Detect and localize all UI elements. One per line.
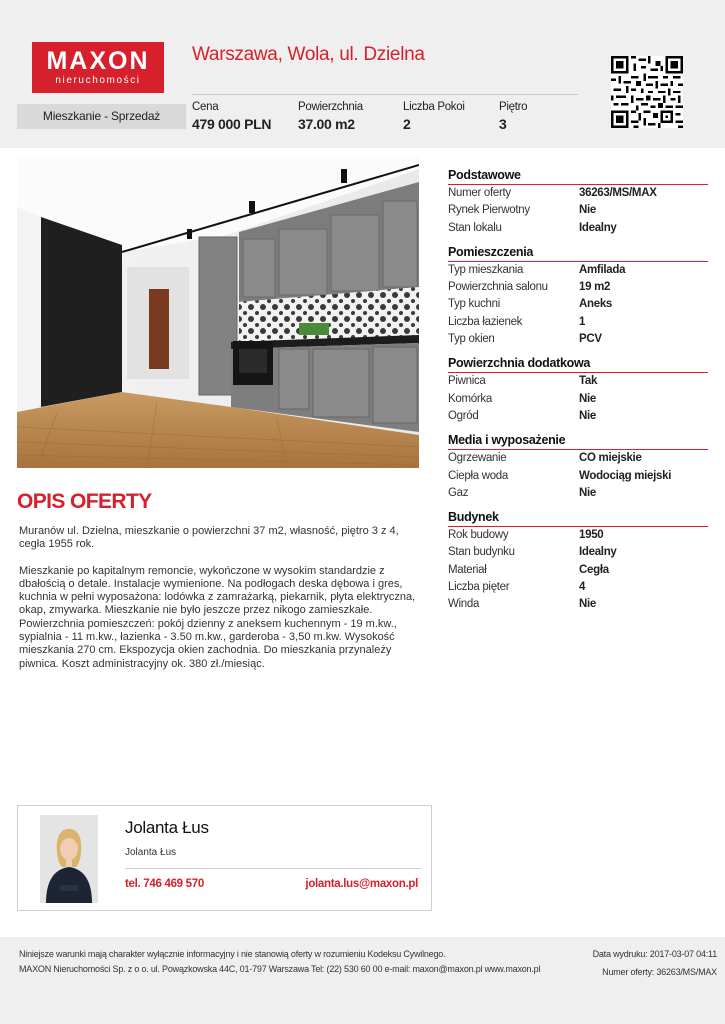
detail-key: Typ okien [448,333,495,346]
detail-key: Powierzchnia salonu [448,281,548,294]
divider [125,868,421,869]
detail-row [448,202,708,219]
spec-label: Liczba Pokoi [403,101,465,113]
maxon-logo[interactable] [32,42,164,93]
detail-key: Ogrzewanie [448,452,507,465]
detail-row [448,391,708,408]
detail-key: Winda [448,598,480,611]
listing-title: Warszawa, Wola, ul. Dzielna [192,44,425,65]
spec-value: 479 000 PLN [192,116,272,132]
agent-subtitle: Jolanta Łus [125,847,177,858]
detail-key: Rok budowy [448,529,509,542]
section-rooms [448,245,708,348]
section-basic [448,168,708,237]
detail-value: Idealny [579,221,617,234]
detail-key: Typ mieszkania [448,263,524,276]
detail-key: Ciepła woda [448,469,508,482]
detail-value: Amfilada [579,263,626,276]
offer-type-badge: Mieszkanie - Sprzedaż [17,104,186,129]
detail-value: Nie [579,598,596,611]
detail-value: 36263/MS/MAX [579,187,657,199]
description-paragraph: Mieszkanie po kapitalnym remoncie, wykończone w wysokim standardzie z dbałością o detale. Instalacje wymienione. Na podłogach deska dębowa i gres, kuchnia w pełni wyposażona: lodówka z zamrażarką, piekarnik, płyta elektryczna, okap, zmywarka. Mieszkanie nie było jeszcze przez nikogo zamieszkałe. Powierzchnia pomieszczeń: pokój dzienny z aneksem kuchennym - 19 m.kw., sypialnia - 11 m.kw., łazienka - 3.50 m.kw., garderoba - 3,50 m.kw. Wysokość mieszkania 270 cm. Ekspozycja okien zachodnia. Do mieszkania przynależy piwnica. Koszt administracyjny ok. 380 zł./miesiąc. [19,564,416,670]
detail-value: 1950 [579,529,604,542]
detail-value: Tak [579,375,598,388]
agent-name: Jolanta Łus [125,818,209,837]
detail-value: Nie [579,204,596,217]
detail-key: Liczba łazienek [448,315,523,328]
detail-row [448,373,708,390]
detail-row [448,579,708,596]
spec-label: Cena [192,101,219,113]
agent-phone-link[interactable]: tel. 746 469 570 [125,878,204,890]
detail-value: 4 [579,581,586,594]
detail-row [448,408,708,425]
detail-key: Piwnica [448,375,486,388]
detail-row [448,262,708,279]
footer-offer-number: Numer oferty: 36263/MS/MAX [602,967,717,977]
detail-value: Cegła [579,563,609,576]
description-paragraph: Muranów ul. Dzielna, mieszkanie o powierzchni 37 m2, własność, piętro 3 z 4, cegła 1955 rok. [19,525,399,551]
detail-key: Ogród [448,409,479,422]
detail-key: Stan lokalu [448,221,502,234]
footer-print-date: Data wydruku: 2017-03-07 04:11 [592,949,717,959]
footer-disclaimer: Niniejsze warunki mają charakter wyłącznie informacyjny i nie stanowią oferty w rozumieniu Kodeksu Cywilnego. [19,949,446,959]
detail-key: Materiał [448,563,487,576]
description-title: OPIS OFERTY [17,490,152,513]
detail-value: Idealny [579,546,617,559]
detail-value: PCV [579,333,602,346]
section-heading: Budynek [448,510,708,527]
spec-area [298,101,363,132]
spec-rooms [403,101,465,132]
detail-value: 1 [579,315,586,328]
detail-value: Aneks [579,298,613,311]
detail-key: Numer oferty [448,187,511,199]
section-heading: Media i wyposażenie [448,433,708,450]
spec-value: 37.00 m2 [298,116,355,132]
section-additional-area [448,356,708,425]
agent-card [17,805,432,911]
agent-email-link[interactable]: jolanta.lus@maxon.pl [305,878,418,890]
detail-value: CO miejskie [579,452,642,465]
footer-company-info: MAXON Nieruchomości Sp. z o o. ul. Powązkowska 44C, 01-797 Warszawa Tel: (22) 530 60 00 e-mail: maxon@maxon.pl www.maxon.pl [19,964,541,974]
detail-row [448,314,708,331]
detail-key: Liczba pięter [448,581,510,594]
detail-key: Komórka [448,392,492,405]
apartment-photo[interactable] [17,157,419,468]
details-panel [448,168,708,622]
spec-value: 2 [403,116,411,132]
section-heading: Pomieszczenia [448,245,708,262]
section-heading: Podstawowe [448,168,708,185]
qr-code[interactable] [611,56,683,128]
spec-label: Powierzchnia [298,101,363,113]
detail-row [448,220,708,237]
detail-value: Nie [579,392,596,405]
detail-value: Nie [579,486,596,499]
header [0,0,725,148]
detail-value: 19 m2 [579,281,611,294]
section-heading: Powierzchnia dodatkowa [448,356,708,373]
detail-row [448,596,708,613]
detail-key: Typ kuchni [448,298,500,311]
detail-row [448,527,708,544]
spec-value: 3 [499,116,507,132]
agent-avatar [40,815,98,903]
spec-price [192,101,271,132]
detail-row [448,279,708,296]
spec-label: Piętro [499,101,528,113]
footer [0,937,725,1024]
detail-row [448,485,708,502]
logo-tagline: nieruchomości [55,75,141,86]
description-body [19,525,419,684]
detail-key: Rynek Pierwotny [448,204,530,217]
detail-row [448,468,708,485]
detail-value: Nie [579,409,596,422]
detail-row [448,331,708,348]
logo-name: MAXON [46,47,150,75]
divider [192,94,578,95]
detail-value: Wodociąg miejski [579,469,672,482]
section-utilities [448,433,708,502]
detail-row [448,296,708,313]
detail-row [448,185,708,202]
detail-row [448,562,708,579]
detail-row [448,544,708,561]
detail-key: Stan budynku [448,546,515,559]
section-building [448,510,708,613]
detail-row [448,450,708,467]
detail-key: Gaz [448,486,469,499]
spec-floor [499,101,527,132]
